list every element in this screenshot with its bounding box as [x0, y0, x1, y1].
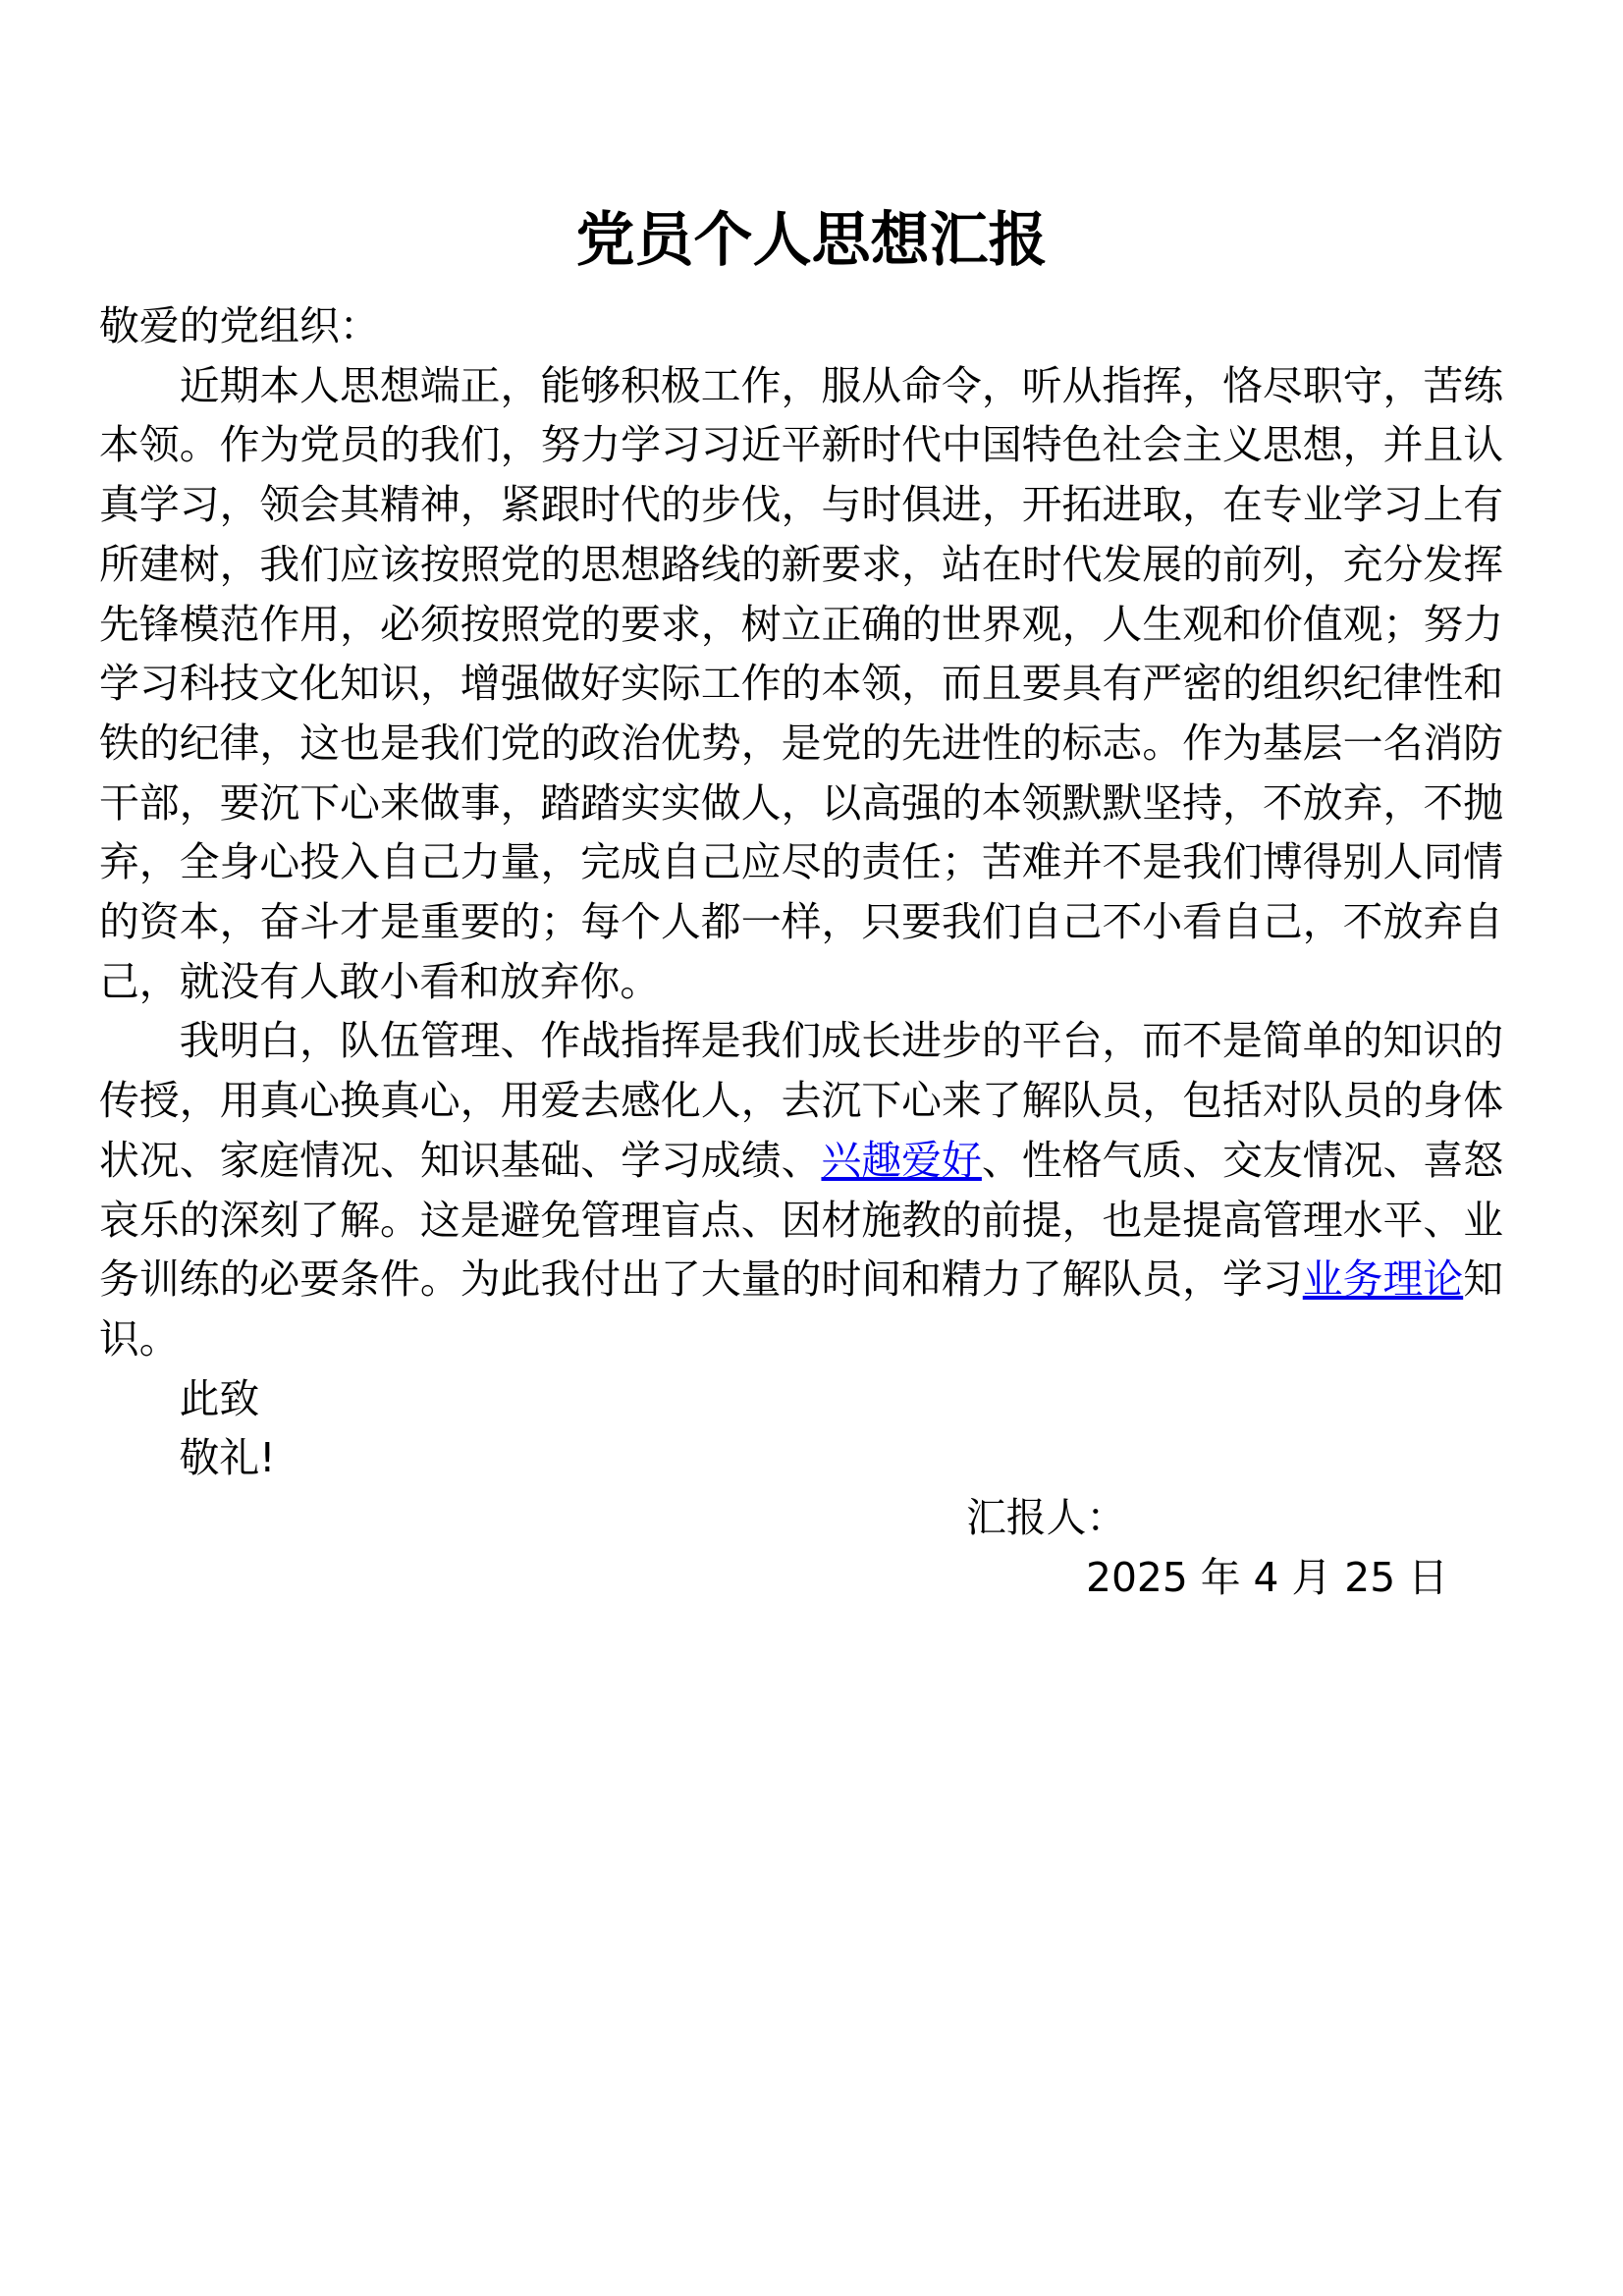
document-body	[99, 296, 1503, 1607]
salutation: 敬爱的党组织：	[99, 302, 380, 349]
paragraph-2	[99, 1011, 1503, 1368]
closing-greeting: 此致	[179, 1374, 260, 1422]
paragraph-2-text: 、性格气质、交友情况、喜怒哀乐的深刻了解。这是避免管理盲点、因材施教的前提，也是提高管理水平、业务训练的必要条件。为此我付出了大量的时间和精力了解队员，学习	[99, 1136, 1504, 1304]
page-title: 党员个人思想汇报	[575, 206, 1048, 275]
paragraph-2-text: 知识。	[99, 1255, 1503, 1362]
closing-salute: 敬礼!	[179, 1434, 276, 1482]
report-date: 2025 年 4 月 25 日	[1086, 1553, 1448, 1601]
hobby-link[interactable]: 兴趣爱好	[821, 1136, 982, 1184]
paragraph-1: 近期本人思想端正，能够积极工作，服从命令，听从指挥，恪尽职守，苦练本领。作为党员的我们，努力学习习近平新时代中国特色社会主义思想，并且认真学习，领会其精神，紧跟时代的步伐，与时俱进，开拓进取，在专业学习上有所建树，我们应该按照党的思想路线的新要求，站在时代发展的前列，充分发挥先锋模范作用，必须按照党的要求，树立正确的世界观，人生观和价值观；努力学习科技文化知识，增强做好实际工作的本领，而且要具有严密的组织纪律性和铁的纪律，这也是我们党的政治优势，是党的先进性的标志。作为基层一名消防干部，要沉下心来做事，踏踏实实做人，以高强的本领默默坚持，不放弃，不抛弃，全身心投入自己力量，完成自己应尽的责任；苦难并不是我们博得别人同情的资本，奋斗才是重要的；每个人都一样，只要我们自己不小看自己，不放弃自己，就没有人敢小看和放弃你。	[99, 361, 1503, 1005]
paragraph-2-text: 我明白，队伍管理、作战指挥是我们成长进步的平台，而不是简单的知识的传授，用真心换真心，用爱去感化人，去沉下心来了解队员，包括对队员的身体状况、家庭情况、知识基础、学习成绩、	[99, 1017, 1503, 1184]
business-theory-link[interactable]: 业务理论	[1302, 1255, 1464, 1304]
signer-label: 汇报人：	[966, 1494, 1127, 1542]
